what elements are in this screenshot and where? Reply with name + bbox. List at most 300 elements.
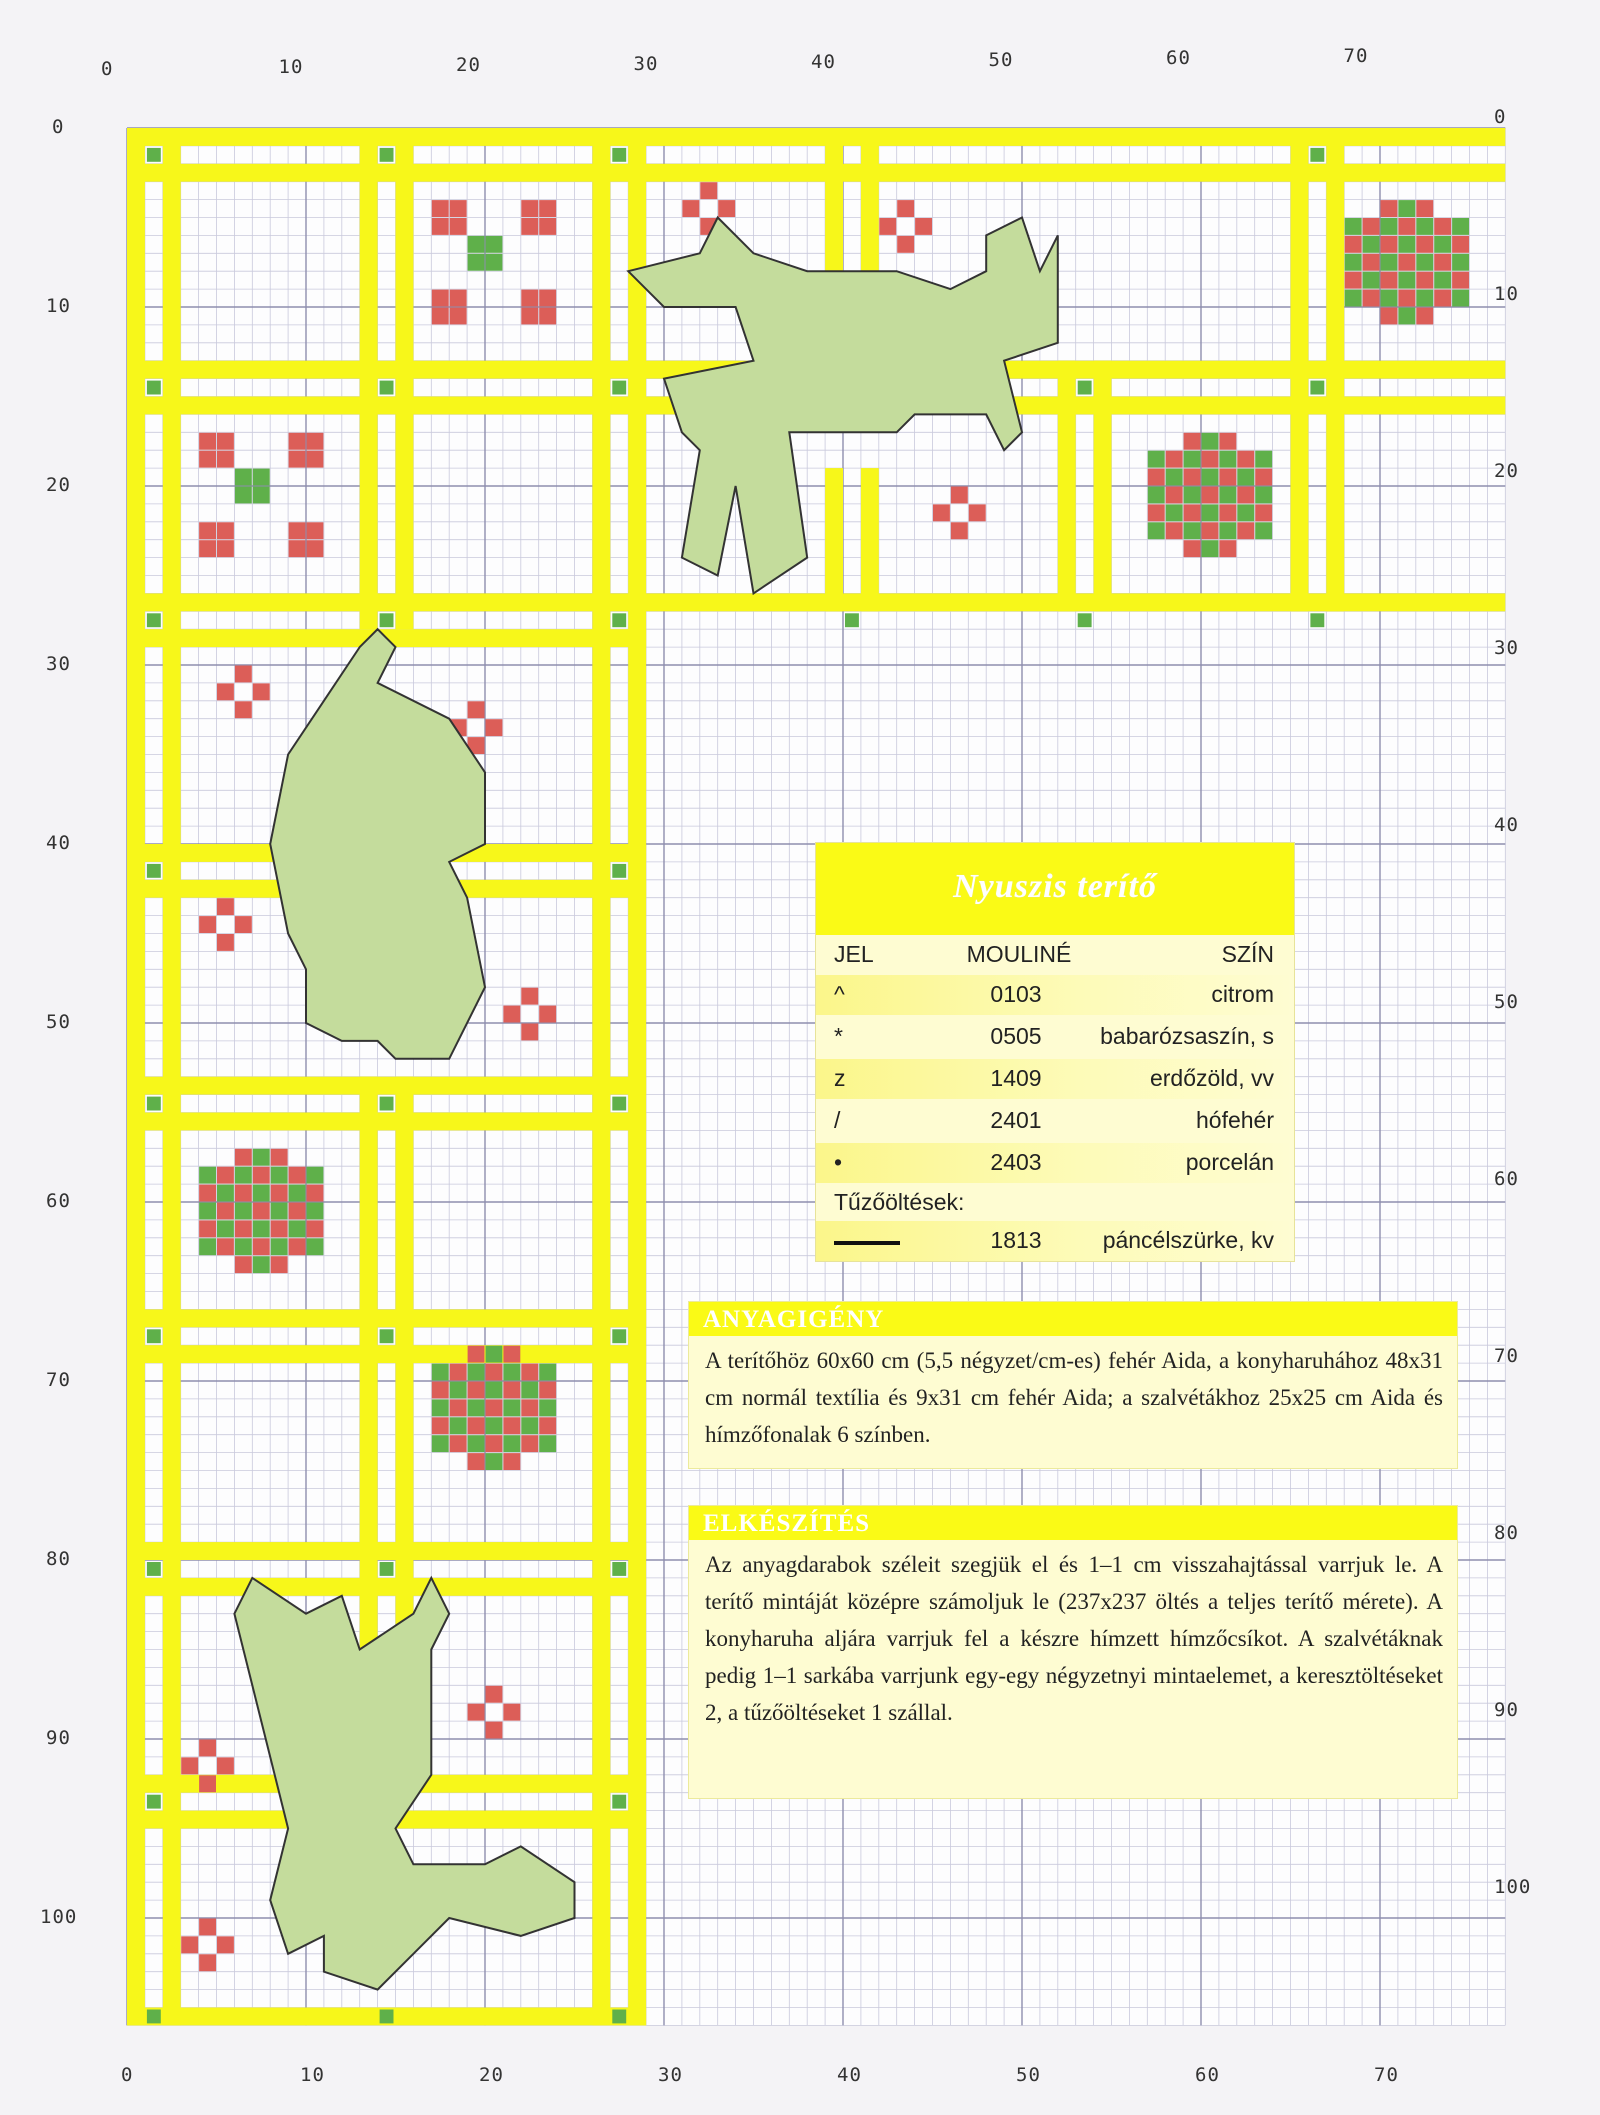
axis-top-label: 20 [456, 54, 481, 77]
berry-stitch [1237, 504, 1254, 521]
berry-stitch [1219, 469, 1236, 486]
berry-stitch [1416, 200, 1433, 217]
berry-stitch [1363, 236, 1380, 253]
berry-stitch [1381, 254, 1398, 271]
berry-stitch [486, 1346, 503, 1363]
axis-left-label: 60 [46, 1190, 71, 1212]
berry-stitch [1434, 236, 1451, 253]
axis-right-label: 70 [1494, 1345, 1519, 1367]
berry-stitch [1345, 272, 1362, 289]
berry-stitch [486, 1382, 503, 1399]
axis-right-label: 10 [1494, 283, 1519, 305]
axis-right-label: 50 [1494, 991, 1519, 1013]
berry-stitch [1202, 433, 1219, 450]
legend-color-name: hófehér [1195, 1107, 1274, 1133]
pink-stitch [951, 487, 968, 504]
pink-stitch [307, 433, 324, 450]
pink-stitch [486, 1722, 503, 1739]
berry-stitch [217, 1167, 234, 1184]
green-knot-stitch [380, 613, 394, 627]
axis-right-label: 0 [1494, 106, 1507, 128]
green-knot-stitch [1310, 148, 1324, 162]
berry-stitch [217, 1203, 234, 1220]
pink-stitch [521, 988, 538, 1005]
green-stitch [253, 469, 270, 486]
green-knot-stitch [612, 613, 626, 627]
berry-stitch [432, 1417, 449, 1434]
green-knot-stitch [147, 148, 161, 162]
berry-stitch [1219, 487, 1236, 504]
berry-stitch [253, 1149, 270, 1166]
legend-row [816, 1059, 1294, 1099]
berry-stitch [521, 1382, 538, 1399]
berry-stitch [1363, 218, 1380, 235]
pink-stitch [486, 1686, 503, 1703]
berry-stitch [1202, 487, 1219, 504]
legend-color-name: babarózsaszín, s [1100, 1023, 1274, 1049]
pink-stitch [199, 916, 216, 933]
axis-left-label: 90 [46, 1727, 71, 1749]
berry-stitch [253, 1256, 270, 1273]
pink-stitch [217, 540, 234, 557]
pink-stitch [217, 451, 234, 468]
berry-stitch [1184, 469, 1201, 486]
berry-stitch [450, 1382, 467, 1399]
pink-stitch [289, 540, 306, 557]
green-stitch [486, 254, 503, 271]
berry-stitch [1416, 218, 1433, 235]
pink-stitch [539, 308, 556, 325]
berry-stitch [271, 1149, 288, 1166]
axis-left-label: 50 [46, 1011, 71, 1033]
pink-stitch [235, 666, 252, 683]
berry-stitch [521, 1364, 538, 1381]
green-knot-stitch [147, 1329, 161, 1343]
berry-stitch [1255, 504, 1272, 521]
axis-right-label: 90 [1494, 1699, 1519, 1721]
pink-stitch [199, 1954, 216, 1971]
berry-stitch [1184, 540, 1201, 557]
berry-stitch [1452, 272, 1469, 289]
pink-stitch [253, 683, 270, 700]
berry-stitch [253, 1167, 270, 1184]
green-knot-stitch [612, 148, 626, 162]
berry-stitch [1237, 487, 1254, 504]
pink-stitch [432, 308, 449, 325]
berry-stitch [199, 1238, 216, 1255]
pink-stitch [199, 451, 216, 468]
berry-stitch [503, 1399, 520, 1416]
berry-stitch [432, 1435, 449, 1452]
green-knot-stitch [380, 148, 394, 162]
green-knot-stitch [147, 1097, 161, 1111]
berry-stitch [1398, 200, 1415, 217]
berry-stitch [1345, 218, 1362, 235]
axis-right-label: 30 [1494, 637, 1519, 659]
berry-stitch [1148, 451, 1165, 468]
pink-stitch [235, 701, 252, 718]
berry-stitch [1416, 290, 1433, 307]
pink-stitch [217, 433, 234, 450]
berry-stitch [432, 1364, 449, 1381]
legend-color-name: erdőzöld, vv [1149, 1065, 1274, 1091]
berry-stitch [199, 1220, 216, 1237]
green-knot-stitch [147, 864, 161, 878]
berry-stitch [539, 1364, 556, 1381]
berry-stitch [450, 1399, 467, 1416]
green-knot-stitch [612, 864, 626, 878]
berry-stitch [539, 1399, 556, 1416]
axis-bottom-label: 70 [1374, 2064, 1399, 2086]
legend-row [816, 1017, 1294, 1057]
axis-top-label: 60 [1166, 47, 1191, 70]
berry-stitch [503, 1364, 520, 1381]
berry-stitch [235, 1149, 252, 1166]
berry-stitch [1202, 469, 1219, 486]
legend-header-row [816, 935, 1294, 975]
materials-heading: ANYAGIGÉNY [689, 1302, 1457, 1336]
pink-stitch [879, 218, 896, 235]
berry-stitch [450, 1417, 467, 1434]
legend-code: 2401 [990, 1107, 1042, 1133]
pink-stitch [897, 200, 914, 217]
berry-stitch [468, 1346, 485, 1363]
berry-stitch [1166, 487, 1183, 504]
legend-code: 2403 [990, 1149, 1042, 1175]
berry-stitch [1398, 236, 1415, 253]
berry-stitch [307, 1203, 324, 1220]
pink-stitch [217, 898, 234, 915]
berry-stitch [1398, 308, 1415, 325]
pink-stitch [450, 308, 467, 325]
berry-stitch [289, 1220, 306, 1237]
axis-left-label: 0 [52, 116, 65, 138]
berry-stitch [1166, 451, 1183, 468]
green-knot-stitch [612, 1562, 626, 1576]
axis-left-label: 10 [46, 295, 71, 317]
legend-code: 1409 [990, 1065, 1042, 1091]
axis-left-label: 100 [40, 1906, 78, 1928]
pink-stitch [432, 200, 449, 217]
berry-stitch [199, 1167, 216, 1184]
green-knot-stitch [380, 2010, 394, 2024]
pink-stitch [199, 1919, 216, 1936]
axis-bottom-label: 50 [1016, 2064, 1041, 2086]
legend-symbol: • [834, 1149, 843, 1175]
berry-stitch [1184, 504, 1201, 521]
legend-color-name: citrom [1211, 981, 1274, 1007]
berry-stitch [1184, 487, 1201, 504]
berry-stitch [289, 1185, 306, 1202]
berry-stitch [468, 1382, 485, 1399]
berry-stitch [1202, 522, 1219, 539]
pink-stitch [217, 1757, 234, 1774]
pink-stitch [307, 540, 324, 557]
berry-stitch [271, 1220, 288, 1237]
legend-symbol: / [834, 1107, 841, 1133]
berry-stitch [1219, 451, 1236, 468]
legend-backstitch-label: Tűzőöltések: [834, 1189, 965, 1215]
yellow-band [396, 128, 414, 629]
green-knot-stitch [147, 613, 161, 627]
backstitch-line-icon [834, 1241, 900, 1245]
legend-header-code: MOULINÉ [966, 941, 1072, 967]
berry-stitch [539, 1382, 556, 1399]
yellow-band [1326, 128, 1344, 611]
berry-stitch [253, 1238, 270, 1255]
berry-stitch [289, 1238, 306, 1255]
green-knot-stitch [1078, 613, 1092, 627]
pink-stitch [289, 433, 306, 450]
yellow-band [861, 468, 879, 611]
berry-stitch [1452, 254, 1469, 271]
axis-bottom-label: 30 [658, 2064, 683, 2086]
berry-stitch [1166, 504, 1183, 521]
green-knot-stitch [147, 381, 161, 395]
axis-top-label: 10 [278, 56, 304, 79]
axis-right-label: 40 [1494, 814, 1519, 836]
berry-stitch [521, 1435, 538, 1452]
axis-right-label: 80 [1494, 1522, 1519, 1544]
green-knot-stitch [612, 1795, 626, 1809]
yellow-band [825, 128, 843, 271]
berry-stitch [1381, 308, 1398, 325]
green-stitch [235, 487, 252, 504]
berry-stitch [486, 1399, 503, 1416]
pink-stitch [199, 1740, 216, 1757]
berry-stitch [432, 1382, 449, 1399]
green-stitch [486, 236, 503, 253]
berry-stitch [468, 1435, 485, 1452]
berry-stitch [1434, 218, 1451, 235]
green-knot-stitch [380, 1097, 394, 1111]
pink-stitch [521, 1024, 538, 1041]
berry-stitch [1148, 487, 1165, 504]
berry-stitch [503, 1453, 520, 1470]
yellow-band [1094, 361, 1112, 612]
legend-symbol: * [834, 1023, 843, 1049]
berry-stitch [235, 1238, 252, 1255]
yellow-band [1291, 128, 1309, 611]
berry-stitch [1434, 290, 1451, 307]
pink-stitch [503, 1006, 520, 1023]
berry-stitch [1345, 254, 1362, 271]
legend-color-name: porcelán [1185, 1149, 1274, 1175]
pink-stitch [521, 290, 538, 307]
legend-code: 0103 [990, 981, 1042, 1007]
pink-stitch [199, 433, 216, 450]
pink-stitch [217, 1936, 234, 1953]
yellow-band [1058, 361, 1076, 612]
axis-right-label: 60 [1494, 1168, 1519, 1190]
berry-stitch [468, 1453, 485, 1470]
berry-stitch [253, 1185, 270, 1202]
green-knot-stitch [612, 2010, 626, 2024]
yellow-band [127, 1345, 646, 1363]
axis-right-label: 100 [1494, 1876, 1532, 1898]
berry-stitch [503, 1435, 520, 1452]
pink-stitch [468, 1704, 485, 1721]
pink-stitch [217, 522, 234, 539]
pink-stitch [539, 218, 556, 235]
pink-stitch [468, 701, 485, 718]
green-knot-stitch [612, 381, 626, 395]
pink-stitch [969, 504, 986, 521]
berry-stitch [1381, 236, 1398, 253]
yellow-band [825, 468, 843, 611]
axis-top-label: 0 [101, 58, 114, 80]
pink-stitch [289, 522, 306, 539]
legend-row [816, 1101, 1294, 1141]
berry-stitch [1148, 469, 1165, 486]
pink-stitch [933, 504, 950, 521]
pink-stitch [432, 218, 449, 235]
berry-stitch [1434, 254, 1451, 271]
pink-stitch [539, 1006, 556, 1023]
legend-color-name: páncélszürke, kv [1102, 1227, 1274, 1253]
green-knot-stitch [380, 381, 394, 395]
berry-stitch [1398, 272, 1415, 289]
berry-stitch [307, 1220, 324, 1237]
berry-stitch [1381, 272, 1398, 289]
berry-stitch [1363, 290, 1380, 307]
berry-stitch [1452, 236, 1469, 253]
legend-code: 0505 [990, 1023, 1042, 1049]
berry-stitch [468, 1399, 485, 1416]
pink-stitch [700, 182, 717, 199]
berry-stitch [486, 1435, 503, 1452]
berry-stitch [1219, 522, 1236, 539]
pink-stitch [503, 1704, 520, 1721]
berry-stitch [1416, 236, 1433, 253]
pink-stitch [915, 218, 932, 235]
berry-stitch [1363, 254, 1380, 271]
instructions-text: Az anyagdarabok széleit szegjük el és 1–1 cm visszahajtással varrjuk le. A terítő mintáját középre számoljuk le (237x237 öltés a teljes terítő mérete). A konyharuha aljára varrjuk fel a készre hímzett hímzőcsíkot. A szalvétáknak pedig 1–1 sarkába varrjunk egy-egy négyzetnyi mintaelemet, a keresztöltéseket 2, a tűzőöltéseket 1 szállal. [705, 1552, 1443, 1725]
pink-stitch [486, 719, 503, 736]
berry-stitch [468, 1417, 485, 1434]
materials-text: A terítőhöz 60x60 cm (5,5 négyzet/cm-es) fehér Aida, a konyharuhához 48x31 cm normál textília és 9x31 cm fehér Aida; a szalvétákhoz 25x25 cm Aida és hímzőfonalak 6 színben. [705, 1348, 1443, 1447]
pink-stitch [181, 1757, 198, 1774]
axis-top-label: 40 [811, 50, 836, 73]
berry-stitch [503, 1417, 520, 1434]
pink-stitch [521, 218, 538, 235]
berry-stitch [1219, 540, 1236, 557]
berry-stitch [1416, 272, 1433, 289]
axis-left-label: 70 [46, 1369, 71, 1391]
berry-stitch [199, 1203, 216, 1220]
green-stitch [468, 254, 485, 271]
berry-stitch [468, 1364, 485, 1381]
instructions-heading: ELKÉSZÍTÉS [689, 1506, 1457, 1540]
green-stitch [235, 469, 252, 486]
berry-stitch [539, 1435, 556, 1452]
green-knot-stitch [147, 1795, 161, 1809]
pink-stitch [521, 308, 538, 325]
pink-stitch [217, 683, 234, 700]
green-knot-stitch [380, 1562, 394, 1576]
berry-stitch [271, 1185, 288, 1202]
berry-stitch [1148, 522, 1165, 539]
berry-stitch [1166, 469, 1183, 486]
berry-stitch [271, 1167, 288, 1184]
axis-top-label: 50 [988, 49, 1014, 71]
pink-stitch [199, 540, 216, 557]
berry-stitch [503, 1346, 520, 1363]
pink-stitch [181, 1936, 198, 1953]
pink-stitch [289, 451, 306, 468]
berry-stitch [1166, 522, 1183, 539]
berry-stitch [1202, 451, 1219, 468]
legend-header-color: SZÍN [1221, 941, 1274, 967]
berry-stitch [1202, 540, 1219, 557]
berry-stitch [450, 1364, 467, 1381]
berry-stitch [271, 1238, 288, 1255]
green-knot-stitch [612, 1329, 626, 1343]
berry-stitch [450, 1435, 467, 1452]
yellow-band [127, 1542, 646, 1560]
green-stitch [468, 236, 485, 253]
berry-stitch [1345, 236, 1362, 253]
berry-stitch [486, 1453, 503, 1470]
green-knot-stitch [147, 2010, 161, 2024]
legend-backstitch-label-row [816, 1183, 1294, 1223]
yellow-band [127, 1077, 646, 1095]
berry-stitch [486, 1364, 503, 1381]
berry-stitch [1381, 218, 1398, 235]
legend-row [816, 975, 1294, 1015]
axis-left-label: 30 [46, 653, 71, 675]
legend-symbol: z [834, 1065, 846, 1091]
axis-left-label: 20 [46, 474, 71, 496]
pink-stitch [450, 290, 467, 307]
berry-stitch [217, 1238, 234, 1255]
axis-bottom-label: 40 [837, 2064, 862, 2086]
berry-stitch [1255, 451, 1272, 468]
berry-stitch [289, 1203, 306, 1220]
green-knot-stitch [147, 1562, 161, 1576]
pink-stitch [539, 290, 556, 307]
berry-stitch [1202, 504, 1219, 521]
pink-stitch [951, 522, 968, 539]
berry-stitch [1416, 308, 1433, 325]
berry-stitch [1398, 254, 1415, 271]
berry-stitch [1255, 487, 1272, 504]
green-knot-stitch [380, 1329, 394, 1343]
green-knot-stitch [845, 613, 859, 627]
berry-stitch [1381, 290, 1398, 307]
green-knot-stitch [1078, 381, 1092, 395]
berry-stitch [432, 1399, 449, 1416]
legend-title: Nyuszis terítő [816, 843, 1294, 935]
berry-stitch [289, 1167, 306, 1184]
color-legend [816, 843, 1294, 1261]
berry-stitch [235, 1167, 252, 1184]
axis-bottom-label: 10 [300, 2064, 325, 2086]
berry-stitch [1255, 469, 1272, 486]
berry-stitch [235, 1185, 252, 1202]
pink-stitch [432, 290, 449, 307]
berry-stitch [217, 1185, 234, 1202]
berry-stitch [1398, 218, 1415, 235]
pink-stitch [235, 916, 252, 933]
berry-stitch [1148, 504, 1165, 521]
berry-stitch [235, 1256, 252, 1273]
legend-header-symbol: JEL [834, 941, 874, 967]
berry-stitch [1219, 433, 1236, 450]
berry-stitch [1345, 290, 1362, 307]
berry-stitch [1219, 504, 1236, 521]
berry-stitch [199, 1185, 216, 1202]
